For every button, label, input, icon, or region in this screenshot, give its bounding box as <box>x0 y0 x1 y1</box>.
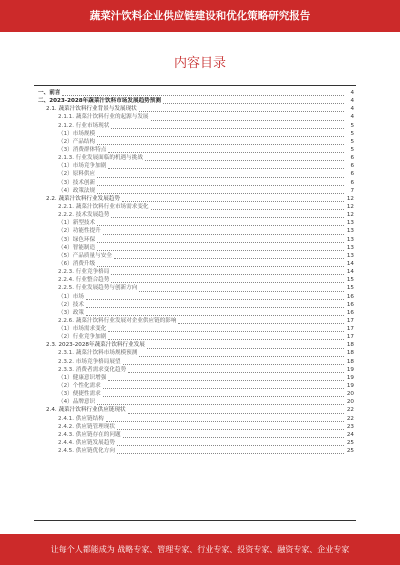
toc-leader-dots <box>139 286 344 292</box>
toc-entry-title: （1）健康意识增强 <box>58 374 107 381</box>
toc-entry-page: 6 <box>350 163 354 170</box>
toc-entry[interactable] <box>38 89 354 97</box>
toc-leader-dots <box>163 98 344 104</box>
toc-leader-dots <box>111 277 344 283</box>
toc-entry-title: （4）政策法规 <box>58 187 96 194</box>
toc-leader-dots <box>97 172 344 178</box>
toc-entry-page: 5 <box>350 122 354 129</box>
toc-leader-dots <box>108 326 344 332</box>
toc-leader-dots <box>122 196 344 202</box>
toc-entry-page: 6 <box>350 155 354 162</box>
toc-entry[interactable] <box>38 113 354 121</box>
toc-entry-page: 18 <box>346 342 354 349</box>
toc-leader-dots <box>151 115 344 121</box>
toc-entry-title: 2.4.4. 供应链发展趋势 <box>58 440 115 447</box>
toc-entry-title: （4）品牌意识 <box>58 399 96 406</box>
toc-entry[interactable] <box>38 268 354 276</box>
toc-entry-page: 22 <box>346 415 354 422</box>
toc-entry[interactable] <box>38 130 354 138</box>
toc-leader-dots <box>86 294 344 300</box>
toc-entry-page: 20 <box>346 399 354 406</box>
toc-entry[interactable] <box>38 406 354 414</box>
toc-entry-page: 15 <box>346 285 354 292</box>
toc-leader-dots <box>123 359 344 365</box>
toc-entry-title: 2.2. 蔬菜汁饮料行业发展趋势 <box>46 195 120 202</box>
toc-entry-title: （2）原料供应 <box>58 171 96 178</box>
toc-entry-title: 一、前言 <box>38 89 61 96</box>
toc-entry-page: 14 <box>346 260 354 267</box>
toc-leader-dots <box>108 334 344 340</box>
toc-entry-title: （1）新型技术 <box>58 220 96 227</box>
report-title: 蔬菜汁饮料企业供应链建设和优化策略研究报告 <box>89 10 311 22</box>
toc-entry[interactable] <box>38 431 354 439</box>
toc-entry-title: （1）市场竞争加剧 <box>58 163 107 170</box>
toc-leader-dots <box>111 269 344 275</box>
toc-entry-title: 2.2.5. 行业发展趋势与创新方向 <box>58 285 138 292</box>
toc-leader-dots <box>123 432 344 438</box>
toc-entry-page: 12 <box>346 203 354 210</box>
toc-leader-dots <box>97 399 344 405</box>
toc-entry-page: 20 <box>346 391 354 398</box>
toc-entry-page: 5 <box>350 138 354 145</box>
toc-entry-title: （3）消费群体特点 <box>58 146 107 153</box>
toc-leader-dots <box>97 245 344 251</box>
toc-entry-page: 13 <box>346 220 354 227</box>
toc-entry[interactable] <box>38 341 354 349</box>
toc-entry[interactable] <box>38 390 354 398</box>
toc-entry[interactable] <box>38 284 354 292</box>
toc-entry[interactable] <box>38 138 354 146</box>
toc-entry-title: 2.2.2. 技术发展趋势 <box>58 212 110 219</box>
toc-entry[interactable] <box>38 187 354 195</box>
toc-leader-dots <box>128 408 344 414</box>
toc-entry-title: （1）市场规模 <box>58 130 96 137</box>
toc-leader-dots <box>97 237 344 243</box>
toc-bottom-divider <box>34 520 356 521</box>
toc-entry-page: 7 <box>350 187 354 194</box>
toc-entry-page: 17 <box>346 326 354 333</box>
toc-leader-dots <box>97 131 344 137</box>
toc-entry[interactable] <box>38 423 354 431</box>
toc-top-divider <box>34 85 356 86</box>
toc-entry-title: （2）功能性提升 <box>58 228 101 235</box>
toc-entry-page: 12 <box>346 195 354 202</box>
toc-entry-page: 16 <box>346 301 354 308</box>
toc-leader-dots <box>97 220 344 226</box>
toc-leader-dots <box>103 229 344 235</box>
toc-entry-title: 2.3.3. 消费者需求变化趋势 <box>58 366 127 373</box>
toc-entry-page: 23 <box>346 423 354 430</box>
toc-entry[interactable] <box>38 447 354 455</box>
toc-entry[interactable] <box>38 358 354 366</box>
toc-entry-page: 6 <box>350 179 354 186</box>
toc-heading: 内容目录 <box>173 56 226 71</box>
toc-entry-page: 13 <box>346 244 354 251</box>
toc-entry-title: 2.1.1. 蔬菜汁饮料行业的起源与发展 <box>58 114 149 121</box>
toc-entry[interactable] <box>38 439 354 447</box>
toc-entry-title: （1）市场 <box>58 293 84 300</box>
toc-leader-dots <box>108 375 344 381</box>
toc-entry[interactable] <box>38 415 354 423</box>
toc-entry-page: 5 <box>350 130 354 137</box>
toc-entry[interactable] <box>38 179 354 187</box>
toc-list <box>38 89 354 517</box>
toc-entry-title: 2.2.3. 行业竞争格局 <box>58 269 110 276</box>
toc-entry-page: 12 <box>346 212 354 219</box>
toc-entry-page: 14 <box>346 269 354 276</box>
toc-entry[interactable] <box>38 105 354 113</box>
toc-entry[interactable] <box>38 122 354 130</box>
toc-leader-dots <box>117 448 344 454</box>
toc-entry[interactable] <box>38 154 354 162</box>
toc-leader-dots <box>97 188 344 194</box>
toc-entry-page: 19 <box>346 366 354 373</box>
toc-leader-dots <box>97 139 344 145</box>
footer-text: 让每个人都能成为 战略专家、管理专家、行业专家、投资专家、融资专家、企业专家 <box>50 545 350 554</box>
toc-entry-title: 2.4. 蔬菜汁饮料行业供应链现状 <box>46 407 126 414</box>
toc-leader-dots <box>145 155 344 161</box>
toc-entry[interactable] <box>38 293 354 301</box>
toc-entry[interactable] <box>38 162 354 170</box>
toc-entry-title: 2.2.1. 蔬菜汁饮料行业市场需求变化 <box>58 203 149 210</box>
toc-entry[interactable] <box>38 309 354 317</box>
toc-leader-dots <box>86 302 344 308</box>
toc-entry[interactable] <box>38 97 354 105</box>
toc-entry-title: （2）行业竞争加剧 <box>58 334 107 341</box>
toc-leader-dots <box>139 351 344 357</box>
toc-entry-title: （2）个性化需求 <box>58 383 101 390</box>
toc-entry-title: 2.2.4. 行业整合趋势 <box>58 277 110 284</box>
toc-leader-dots <box>103 391 344 397</box>
toc-entry-title: 2.1.2. 行业市场现状 <box>58 122 110 129</box>
toc-entry-title: （3）绿色环保 <box>58 236 96 243</box>
toc-entry[interactable] <box>38 211 354 219</box>
toc-entry[interactable] <box>38 219 354 227</box>
toc-entry[interactable] <box>38 398 354 406</box>
toc-entry-page: 13 <box>346 228 354 235</box>
toc-entry-page: 4 <box>350 98 354 105</box>
toc-entry[interactable] <box>38 170 354 178</box>
toc-leader-dots <box>128 367 344 373</box>
toc-leader-dots <box>117 424 344 430</box>
toc-entry-page: 18 <box>346 350 354 357</box>
toc-entry-page: 18 <box>346 358 354 365</box>
toc-entry-title: 二、2023-2028年蔬菜汁饮料市场发展趋势预测 <box>38 98 161 105</box>
toc-entry-title: 2.1.3. 行业发展面临的机遇与挑战 <box>58 155 143 162</box>
toc-entry-title: （3）技术创新 <box>58 179 96 186</box>
toc-entry[interactable] <box>38 260 354 268</box>
toc-entry[interactable] <box>38 382 354 390</box>
toc-entry-page: 19 <box>346 383 354 390</box>
toc-entry-title: 2.4.5. 供应链优化方向 <box>58 448 115 455</box>
toc-entry-page: 13 <box>346 236 354 243</box>
toc-entry-page: 4 <box>350 106 354 113</box>
toc-entry-page: 16 <box>346 309 354 316</box>
toc-leader-dots <box>151 204 344 210</box>
toc-entry-title: 2.3. 2023-2028年蔬菜汁饮料行业发展 <box>46 342 145 349</box>
toc-entry-title: 2.4.1. 供应链结构 <box>58 415 104 422</box>
toc-entry-page: 17 <box>346 317 354 324</box>
toc-entry-title: 2.3.1. 蔬菜汁饮料市场规模预测 <box>58 350 138 357</box>
toc-entry-page: 17 <box>346 334 354 341</box>
toc-leader-dots <box>111 212 344 218</box>
toc-entry-page: 4 <box>350 114 354 121</box>
toc-entry-page: 25 <box>346 448 354 455</box>
toc-entry[interactable] <box>38 252 354 260</box>
toc-entry-title: （2）技术 <box>58 301 84 308</box>
toc-entry[interactable] <box>38 227 354 235</box>
toc-entry-title: 2.3.2. 市场竞争格局展望 <box>58 358 121 365</box>
toc-entry-page: 15 <box>346 277 354 284</box>
toc-entry-title: （5）产品质量与安全 <box>58 252 112 259</box>
toc-entry-page: 22 <box>346 407 354 414</box>
toc-leader-dots <box>111 123 344 129</box>
toc-entry-page: 6 <box>350 171 354 178</box>
toc-entry-title: 2.4.2. 供应链管理现状 <box>58 423 115 430</box>
toc-leader-dots <box>117 440 344 446</box>
toc-leader-dots <box>178 318 344 324</box>
toc-entry-page: 5 <box>350 146 354 153</box>
toc-entry[interactable] <box>38 203 354 211</box>
toc-leader-dots <box>108 163 344 169</box>
toc-entry[interactable] <box>38 146 354 154</box>
toc-leader-dots <box>97 180 344 186</box>
toc-entry[interactable] <box>38 236 354 244</box>
toc-entry[interactable] <box>38 374 354 382</box>
toc-leader-dots <box>103 383 344 389</box>
toc-leader-dots <box>108 147 344 153</box>
toc-entry[interactable] <box>38 276 354 284</box>
toc-entry-page: 25 <box>346 440 354 447</box>
toc-entry-title: （1）市场需求变化 <box>58 326 107 333</box>
toc-entry-page: 4 <box>350 89 354 96</box>
toc-entry-title: 2.4.3. 供应链存在的问题 <box>58 431 121 438</box>
toc-entry-page: 16 <box>346 293 354 300</box>
toc-entry-title: （2）产品结构 <box>58 138 96 145</box>
toc-entry-title: （4）智能制造 <box>58 244 96 251</box>
toc-leader-dots <box>62 90 344 96</box>
toc-entry[interactable] <box>38 244 354 252</box>
toc-entry-title: （6）消费升级 <box>58 260 96 267</box>
toc-entry-title: 2.1. 蔬菜汁饮料行业背景与发展现状 <box>46 106 137 113</box>
toc-entry-page: 13 <box>346 252 354 259</box>
toc-entry-page: 19 <box>346 374 354 381</box>
toc-entry-title: （3）政策 <box>58 309 84 316</box>
toc-entry[interactable] <box>38 301 354 309</box>
toc-entry[interactable] <box>38 195 354 203</box>
toc-entry[interactable] <box>38 333 354 341</box>
toc-entry-page: 24 <box>346 431 354 438</box>
toc-entry[interactable] <box>38 317 354 325</box>
toc-entry[interactable] <box>38 325 354 333</box>
toc-entry[interactable] <box>38 350 354 358</box>
toc-entry-title: 2.2.6. 蔬菜汁饮料行业发展对企业供应链的影响 <box>58 317 177 324</box>
toc-leader-dots <box>114 253 344 259</box>
toc-leader-dots <box>106 416 344 422</box>
toc-entry[interactable] <box>38 366 354 374</box>
toc-entry-title: （3）便捷性需求 <box>58 391 101 398</box>
toc-leader-dots <box>147 343 344 349</box>
toc-leader-dots <box>86 310 344 316</box>
toc-leader-dots <box>139 106 344 112</box>
toc-leader-dots <box>97 261 344 267</box>
